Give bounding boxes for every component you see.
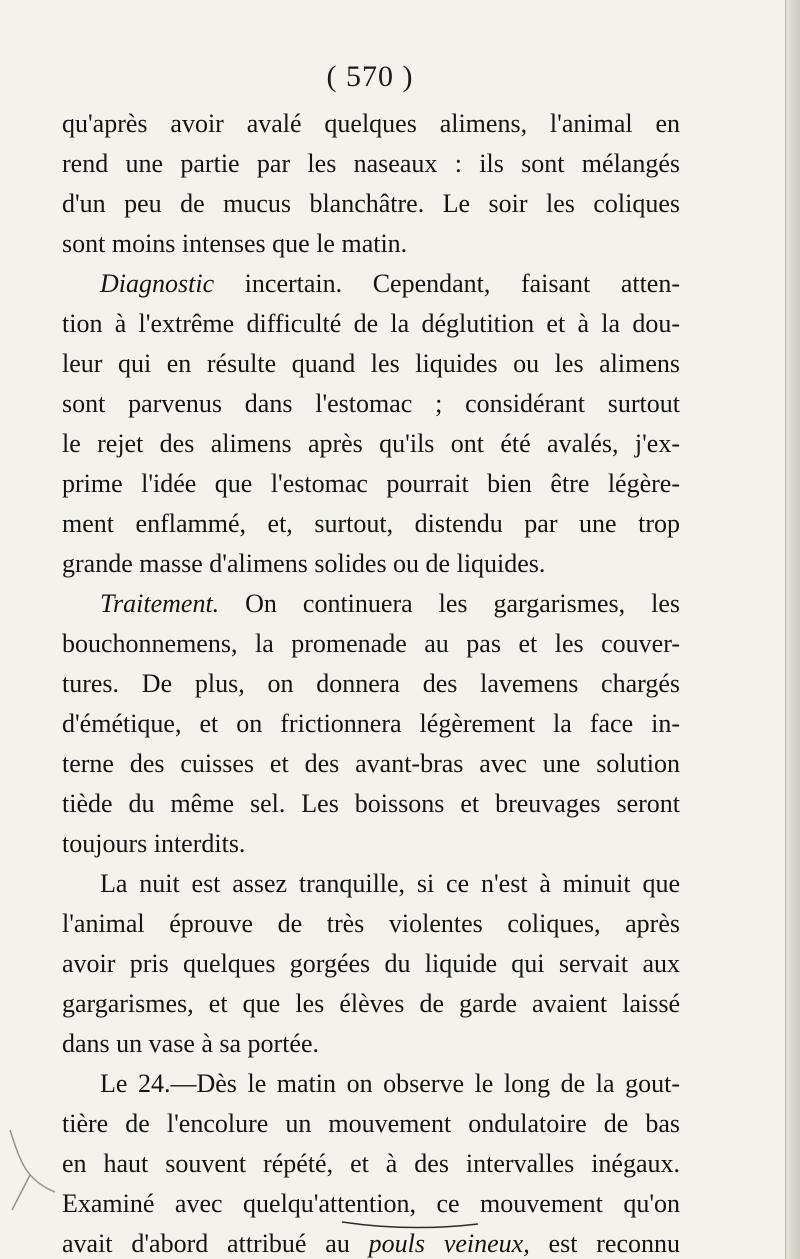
text-line: grande masse d'alimens solides ou de liquides. (62, 549, 546, 578)
text-line: toujours interdits. (62, 829, 246, 858)
text-line: bouchonnemens, la promenade au pas et les couver- (62, 629, 680, 658)
text-line: Examiné avec quelqu'attention, ce mouvement qu'on (62, 1189, 680, 1218)
text-line: tion à l'extrême difficulté de la déglutition et à la dou- (62, 309, 680, 338)
text-line: leur qui en résulte quand les liquides ou les alimens (62, 349, 680, 378)
text-line: Le 24.—Dès le matin on observe le long de la gout- (100, 1069, 680, 1098)
bottom-ornament (340, 1218, 480, 1232)
text-line: terne des cuisses et des avant-bras avec une solution (62, 749, 680, 778)
text-line: tures. De plus, on donnera des lavemens chargés (62, 669, 680, 698)
diagnostic-first-line (62, 264, 680, 304)
text-line: d'émétique, et on frictionnera légèrement la face in- (62, 709, 680, 738)
text-line: tière de l'encolure un mouvement ondulatoire de bas (62, 1109, 680, 1138)
text-line: prime l'idée que l'estomac pourrait bien être légère- (62, 469, 680, 498)
text-line: gargarismes, et que les élèves de garde avaient laissé (62, 989, 680, 1018)
page-number: ( 570 ) (326, 60, 414, 93)
text-line: le rejet des alimens après qu'ils ont été avalés, j'ex- (62, 429, 680, 458)
traitement-first-line (62, 584, 680, 624)
text-line: en haut souvent répété, et à des intervalles inégaux. (62, 1149, 680, 1178)
text-line: ment enflammé, et, surtout, distendu par une trop (62, 509, 680, 538)
text-line: La nuit est assez tranquille, si ce n'est à minuit que (100, 869, 680, 898)
text-line: d'un peu de mucus blanchâtre. Le soir les coliques (62, 189, 680, 218)
text-line: rend une partie par les naseaux : ils sont mélangés (62, 149, 680, 178)
text-line: l'animal éprouve de très violentes coliques, après (62, 909, 680, 938)
text-run: On continuera les gargarismes, les (219, 589, 680, 618)
text-line: dans un vase à sa portée. (62, 1029, 320, 1058)
text-run: est reconnu (529, 1229, 680, 1258)
italic-term: pouls veineux, (368, 1229, 530, 1258)
diagnostic-label: Diagnostic (100, 269, 215, 298)
text-run: avait d'abord attribué au (62, 1229, 369, 1258)
body-text (62, 104, 680, 1259)
text-line: tiède du même sel. Les boissons et breuvages seront (62, 789, 680, 818)
text-run: incertain. Cependant, faisant atten- (214, 269, 680, 298)
page-edge (785, 0, 800, 1259)
traitement-label: Traitement. (100, 589, 220, 618)
text-line: sont moins intenses que le matin. (62, 229, 408, 258)
pencil-mark (0, 1120, 80, 1220)
text-line: sont parvenus dans l'estomac ; considérant surtout (62, 389, 680, 418)
text-line: qu'après avoir avalé quelques alimens, l'animal en (62, 109, 680, 138)
text-line: avoir pris quelques gorgées du liquide qui servait aux (62, 949, 680, 978)
